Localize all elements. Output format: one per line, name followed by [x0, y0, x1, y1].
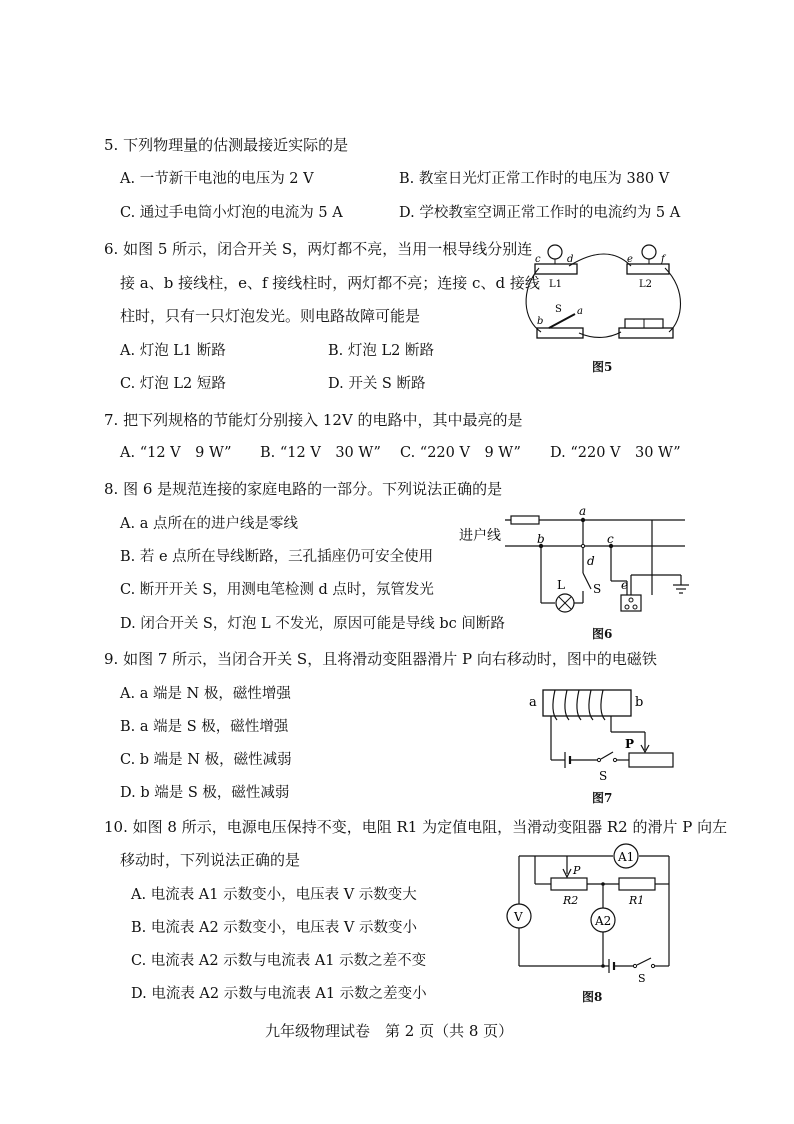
- fig6-label-s: S: [593, 582, 602, 596]
- q8-option-a: A. a 点所在的进户线是零线: [120, 516, 298, 532]
- figure-6-caption: 图6: [592, 627, 613, 641]
- fig8-label-p: P: [573, 864, 581, 877]
- fig6-label-b: b: [537, 532, 545, 546]
- q7-option-b: B. “12 V 30 W”: [260, 445, 381, 461]
- figure-7-caption: 图7: [592, 791, 613, 805]
- q6-stem-line3: 柱时，只有一只灯泡发光。则电路故障可能是: [120, 307, 421, 325]
- fig5-label-s: S: [555, 304, 562, 315]
- q8-stem: 8. 图 6 是规范连接的家庭电路的一部分。下列说法正确的是: [104, 480, 503, 498]
- fig8-label-s: S: [638, 972, 646, 985]
- fig7-label-a: a: [529, 695, 537, 710]
- q7-option-c: C. “220 V 9 W”: [400, 445, 521, 461]
- q8-option-c: C. 断开开关 S，用测电笔检测 d 点时，氖管发光: [120, 582, 434, 598]
- figure-5-caption: 图5: [592, 360, 613, 374]
- q6-option-c: C. 灯泡 L2 短路: [120, 376, 226, 392]
- q9-stem: 9. 如图 7 所示，当闭合开关 S，且将滑动变阻器滑片 P 向右移动时，图中的电磁铁: [104, 650, 657, 668]
- fig5-label-c: c: [535, 254, 541, 265]
- fig7-label-s: S: [599, 769, 608, 783]
- q6-stem-line1: 6. 如图 5 所示，闭合开关 S，两灯都不亮，当用一根导线分别连: [104, 240, 533, 258]
- fig6-label-inlet: 进户线: [459, 528, 501, 544]
- fig5-label-b: b: [537, 316, 544, 327]
- q10-option-b: B. 电流表 A2 示数变小，电压表 V 示数变小: [131, 920, 417, 936]
- fig8-label-r2: R2: [563, 894, 579, 907]
- q5-option-c: C. 通过手电筒小灯泡的电流为 5 A: [120, 205, 343, 221]
- q7-stem: 7. 把下列规格的节能灯分别接入 12V 的电路中，其中最亮的是: [104, 411, 523, 429]
- q7-option-d: D. “220 V 30 W”: [550, 445, 681, 461]
- fig6-label-l: L: [557, 578, 565, 592]
- fig7-label-p: P: [625, 737, 635, 751]
- fig6-label-c: c: [607, 532, 614, 546]
- fig5-label-e: e: [627, 254, 633, 265]
- q8-option-b: B. 若 e 点所在导线断路，三孔插座仍可安全使用: [120, 549, 434, 565]
- q5-option-a: A. 一节新干电池的电压为 2 V: [120, 171, 314, 187]
- fig5-label-l1: L1: [549, 279, 563, 290]
- fig8-label-r1: R1: [629, 894, 645, 907]
- q6-option-a: A. 灯泡 L1 断路: [120, 343, 226, 359]
- figure-5-circuit: [515, 240, 695, 355]
- q5-option-d: D. 学校教室空调正常工作时的电流约为 5 A: [399, 205, 681, 221]
- fig5-label-a: a: [577, 306, 583, 317]
- q9-option-d: D. b 端是 S 极，磁性减弱: [120, 785, 290, 801]
- figure-6-household-circuit: [455, 505, 695, 625]
- q10-option-d: D. 电流表 A2 示数与电流表 A1 示数之差变小: [131, 986, 427, 1002]
- fig6-label-a: a: [579, 504, 587, 518]
- q9-option-b: B. a 端是 S 极，磁性增强: [120, 719, 289, 735]
- q5-option-b: B. 教室日光灯正常工作时的电压为 380 V: [399, 171, 670, 187]
- q10-stem-line1: 10. 如图 8 所示，电源电压保持不变，电阻 R1 为定值电阻，当滑动变阻器 R2 的滑片 P 向左: [104, 818, 728, 836]
- fig6-label-d: d: [587, 554, 595, 568]
- fig5-label-f: f: [661, 254, 665, 265]
- q9-option-c: C. b 端是 N 极，磁性减弱: [120, 752, 292, 768]
- fig6-label-e: e: [621, 578, 629, 592]
- figure-7-electromagnet: [525, 682, 685, 792]
- q10-option-c: C. 电流表 A2 示数与电流表 A1 示数之差不变: [131, 953, 427, 969]
- figure-8-caption: 图8: [582, 990, 603, 1004]
- fig8-label-v: V: [514, 910, 523, 924]
- fig7-label-b: b: [635, 695, 644, 710]
- q5-stem: 5. 下列物理量的估测最接近实际的是: [104, 136, 349, 154]
- figure-8-circuit: [505, 844, 680, 984]
- q8-option-d: D. 闭合开关 S，灯泡 L 不发光，原因可能是导线 bc 间断路: [120, 616, 505, 632]
- q6-option-d: D. 开关 S 断路: [328, 376, 426, 392]
- fig5-label-l2: L2: [639, 279, 653, 290]
- fig8-label-a1: A1: [618, 850, 635, 864]
- q7-option-a: A. “12 V 9 W”: [120, 445, 232, 461]
- page-footer: 九年级物理试卷 第 2 页（共 8 页）: [265, 1022, 514, 1040]
- q10-option-a: A. 电流表 A1 示数变小，电压表 V 示数变大: [131, 887, 417, 903]
- q6-option-b: B. 灯泡 L2 断路: [328, 343, 434, 359]
- q10-stem-line2: 移动时，下列说法正确的是: [120, 851, 301, 869]
- fig5-label-d: d: [567, 254, 574, 265]
- q6-stem-line2: 接 a、b 接线柱，e、f 接线柱时，两灯都不亮；连接 c、d 接线: [120, 274, 540, 292]
- q9-option-a: A. a 端是 N 极，磁性增强: [120, 686, 291, 702]
- fig8-label-a2: A2: [595, 914, 612, 928]
